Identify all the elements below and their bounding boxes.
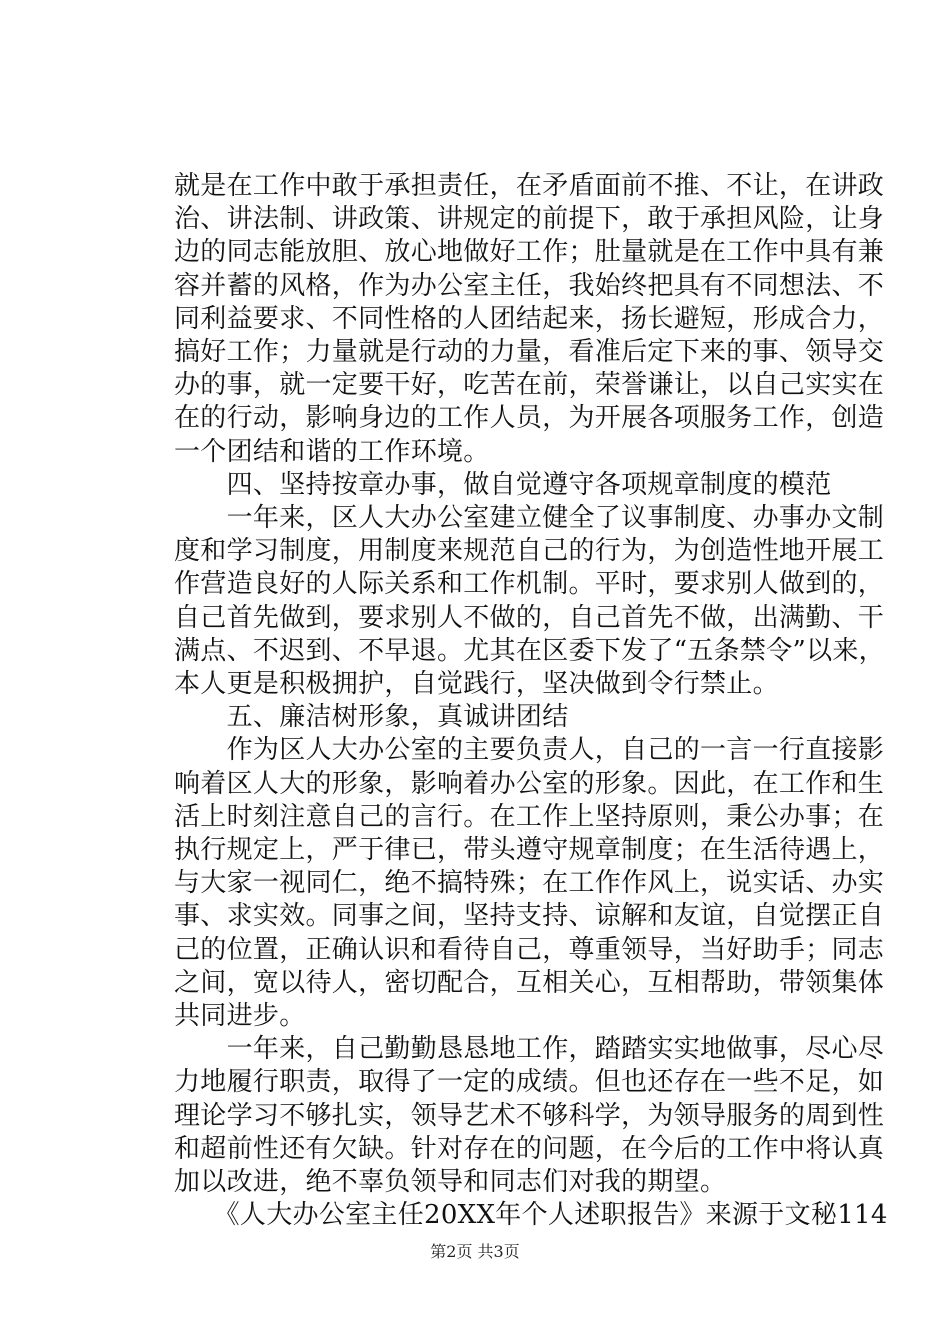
body-line: 一年来，区人大办公室建立健全了议事制度、办事办文制 [174,503,885,533]
body-line: 自己首先做到，要求别人不做的，自己首先不做，出满勤、干 [174,602,885,633]
body-line: 一个团结和谐的工作环境。 [174,436,490,467]
body-line: 己的位置，正确认识和看待自己，尊重领导，当好助手；同志 [174,934,885,965]
body-line: 加以改进，绝不辜负领导和同志们对我的期望。 [174,1167,727,1197]
body-line: 响着区人大的形象，影响着办公室的形象。因此，在工作和生 [174,768,885,799]
body-line: 和超前性还有欠缺。针对存在的问题，在今后的工作中将认真 [174,1133,885,1164]
body-line: 办的事，就一定要干好，吃苦在前，荣誉谦让，以自己实实在 [174,370,885,401]
body-line: 同利益要求、不同性格的人团结起来，扬长避短，形成合力， [174,303,885,334]
body-line: 就是在工作中敢于承担责任，在矛盾面前不推、不让，在讲政 [174,171,885,201]
page-number-footer: 第2页 共3页 [430,1242,520,1261]
source-line: 《人大办公室主任20XX年个人述职报告》来源于文秘114 [174,1200,888,1231]
body-line: 共同进步。 [174,1001,306,1031]
body-line: 作营造良好的人际关系和工作机制。平时，要求别人做到的， [174,569,885,600]
body-line: 满点、不迟到、不早退。尤其在区委下发了“五条禁令”以来， [174,635,885,666]
body-line: 之间，宽以待人，密切配合，互相关心，互相帮助，带领集体 [174,967,885,998]
body-line: 搞好工作；力量就是行动的力量，看准后定下来的事、领导交 [174,337,885,367]
body-line: 一年来，自己勤勤恳恳地工作，踏踏实实地做事，尽心尽 [174,1034,885,1065]
body-line: 边的同志能放胆、放心地做好工作；肚量就是在工作中具有兼 [174,237,885,268]
body-line: 作为区人大办公室的主要负责人，自己的一言一行直接影 [174,735,885,766]
body-line: 事、求实效。同事之间，坚持支持、谅解和友谊，自觉摆正自 [174,901,885,932]
section-heading: 五、廉洁树形象，真诚讲团结 [174,702,569,733]
body-line: 容并蓄的风格，作为办公室主任，我始终把具有不同想法、不 [174,270,885,301]
body-line: 与大家一视同仁，绝不搞特殊；在工作作风上，说实话、办实 [174,868,885,899]
body-line: 执行规定上，严于律已，带头遵守规章制度；在生活待遇上， [174,835,885,865]
body-line: 在的行动，影响身边的工作人员，为开展各项服务工作，创造 [174,403,885,434]
section-heading: 四、坚持按章办事，做自觉遵守各项规章制度的模范 [174,469,832,500]
body-line: 本人更是积极拥护，自觉践行，坚决做到令行禁止。 [174,669,779,699]
body-line: 治、讲法制、讲政策、讲规定的前提下，敢于承担风险，让身 [174,204,885,235]
body-line: 理论学习不够扎实，领导艺术不够科学，为领导服务的周到性 [174,1100,885,1131]
body-line: 度和学习制度，用制度来规范自己的行为，为创造性地开展工 [174,536,885,567]
body-line: 活上时刻注意自己的言行。在工作上坚持原则，秉公办事；在 [174,801,885,832]
body-line: 力地履行职责，取得了一定的成绩。但也还存在一些不足，如 [174,1067,885,1098]
